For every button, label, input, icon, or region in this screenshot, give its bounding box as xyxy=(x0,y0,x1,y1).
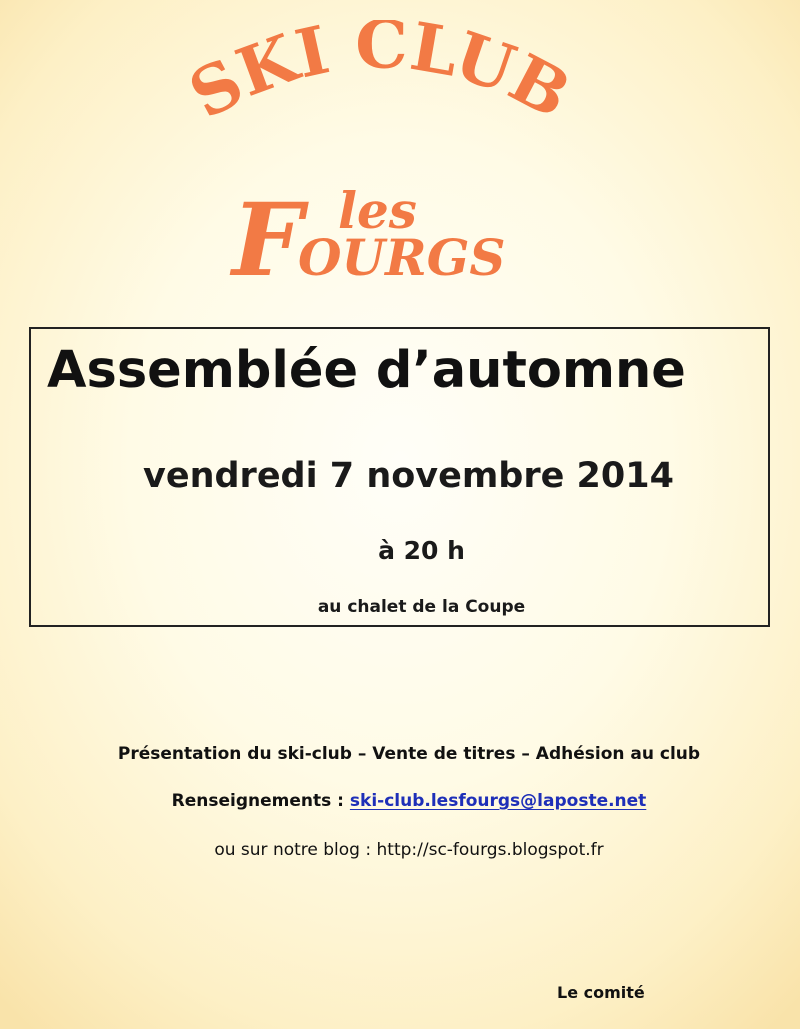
contact-label: Renseignements : xyxy=(171,791,350,811)
club-logo-graphic xyxy=(150,20,610,290)
logo-les-text: les xyxy=(338,181,417,240)
logo-ski-club-text xyxy=(177,20,583,134)
contact-line xyxy=(0,791,800,811)
event-date: vendredi 7 novembre 2014 xyxy=(143,456,674,496)
logo-f-letter: F xyxy=(232,181,303,290)
program-line: Présentation du ski-club – Vente de titres – Adhésion au club xyxy=(117,744,701,764)
club-logo xyxy=(150,20,610,290)
event-box xyxy=(29,327,770,627)
blog-line: ou sur notre blog : http://sc-fourgs.blogspot.fr xyxy=(214,840,604,860)
event-time: à 20 h xyxy=(378,536,465,565)
logo-ourgs-text: OURGS xyxy=(298,228,506,287)
logo-ski-club-path: SKI CLUB xyxy=(176,20,583,134)
contact-email-link[interactable]: ski-club.lesfourgs@laposte.net xyxy=(349,791,647,811)
signature: Le comité xyxy=(557,983,645,1002)
event-place: au chalet de la Coupe xyxy=(317,597,526,617)
event-title: Assemblée d’automne xyxy=(47,341,686,400)
